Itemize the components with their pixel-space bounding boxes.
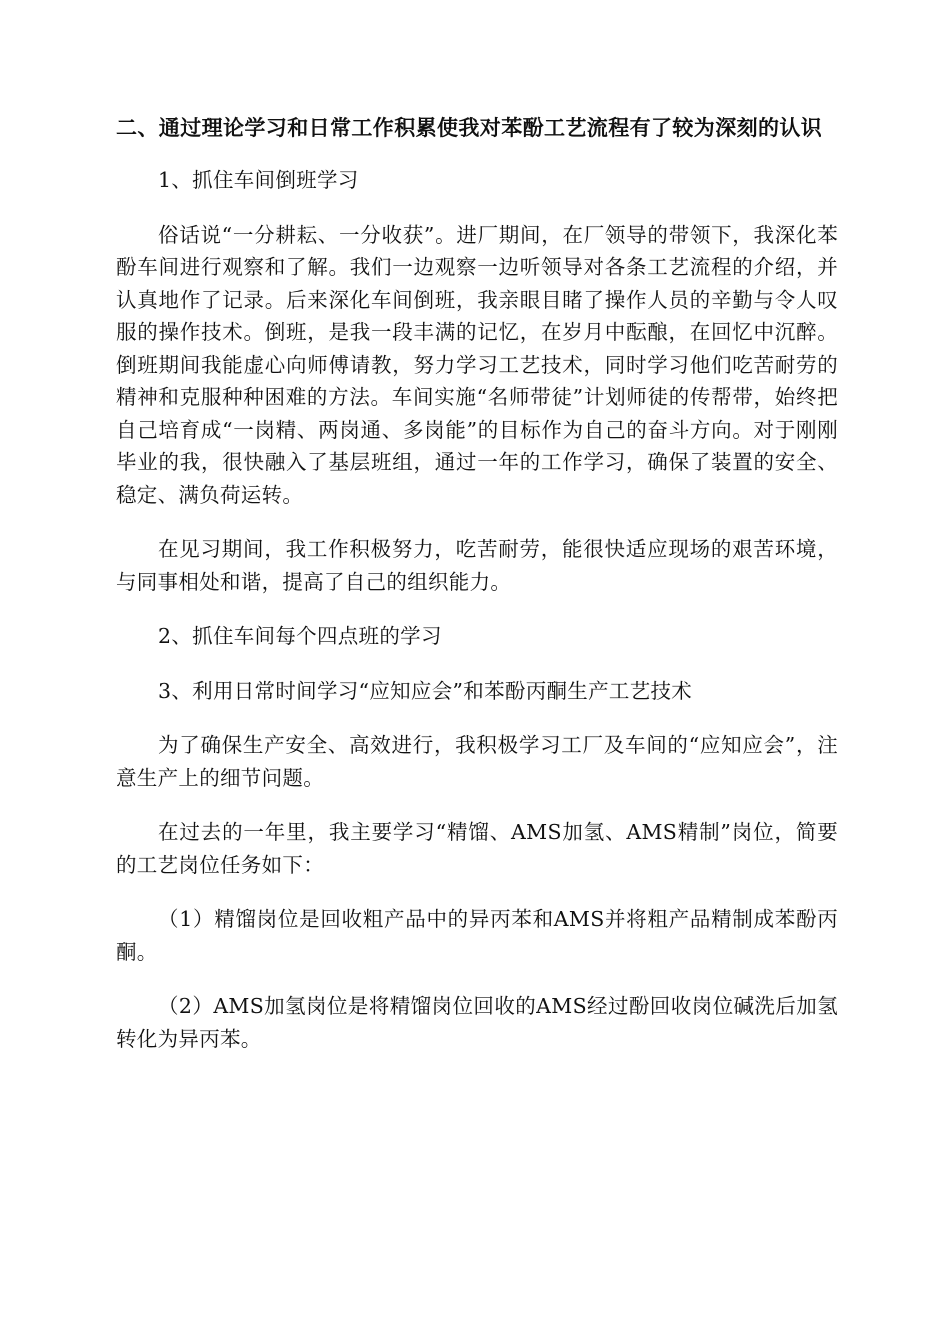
subsection-title-2: 2、抓住车间每个四点班的学习 [158,624,442,648]
list-item-1: （1）精馏岗位是回收粗产品中的异丙苯和AMS并将粗产品精制成苯酚丙酮。 [116,907,838,964]
section-heading: 二、通过理论学习和日常工作积累使我对苯酚工艺流程有了较为深刻的认识 [116,116,823,140]
document-page [116,110,838,1055]
subsection-title-3: 3、利用日常时间学习“应知应会”和苯酚丙酮生产工艺技术 [158,678,693,703]
subsection-title-1: 1、抓住车间倒班学习 [158,168,359,192]
body-paragraph: 在过去的一年里，我主要学习“精馏、AMS加氢、AMS精制”岗位，简要的工艺岗位任务如下： [116,820,838,877]
list-item-2: （2）AMS加氢岗位是将精馏岗位回收的AMS经过酚回收岗位碱洗后加氢转化为异丙苯。 [116,994,838,1051]
body-paragraph: 俗话说“一分耕耘、一分收获”。进厂期间，在厂领导的带领下，我深化苯酚车间进行观察和了解。我们一边观察一边听领导对各条工艺流程的介绍，并认真地作了记录。后来深化车间倒班，我亲眼目睹了操作人员的辛勤与令人叹服的操作技术。倒班，是我一段丰满的记忆，在岁月中酝酿，在回忆中沉醉。倒班期间我能虚心向师傅请教，努力学习工艺技术，同时学习他们吃苦耐劳的精神和克服种种困难的方法。车间实施“名师带徒”计划师徒的传帮带，始终把自己培育成“一岗精、两岗通、多岗能”的目标作为自己的奋斗方向。对于刚刚毕业的我，很快融入了基层班组，通过一年的工作学习，确保了装置的安全、稳定、满负荷运转。 [116,222,838,507]
body-paragraph: 在见习期间，我工作积极努力，吃苦耐劳，能很快适应现场的艰苦环境，与同事相处和谐，提高了自己的组织能力。 [116,537,838,594]
body-paragraph: 为了确保生产安全、高效进行，我积极学习工厂及车间的“应知应会”，注意生产上的细节问题。 [116,733,838,790]
